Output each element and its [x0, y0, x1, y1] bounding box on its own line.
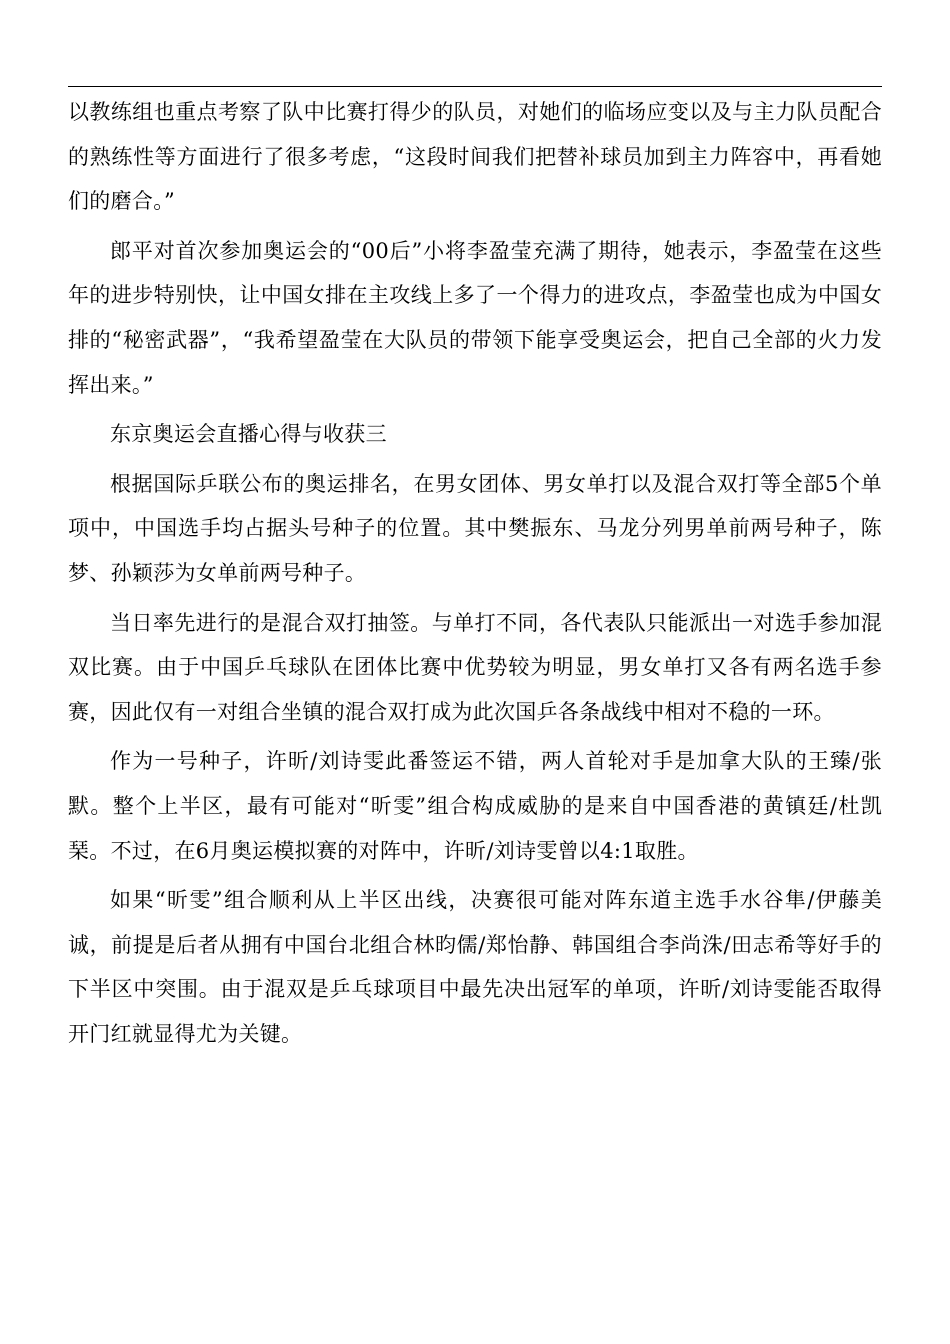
paragraph-continuation: 以教练组也重点考察了队中比赛打得少的队员，对她们的临场应变以及与主力队员配合的熟练性等方面进行了很多考虑，“这段时间我们把替补球员加到主力阵容中，再看她们的磨合。” — [68, 100, 882, 214]
header-rule — [68, 86, 882, 87]
paragraph-langping: 郎平对首次参加奥运会的“00后”小将李盈莹充满了期待，她表示，李盈莹在这些年的进步特别快，让中国女排在主攻线上多了一个得力的进攻点，李盈莹也成为中国女排的“秘密武器”，“我希望盈莹在大队员的带领下能享受奥运会，把自己全部的火力发挥出来。” — [68, 238, 882, 397]
paragraph-mixed-doubles-draw: 当日率先进行的是混合双打抽签。与单打不同，各代表队只能派出一对选手参加混双比赛。由于中国乒乓球队在团体比赛中优势较为明显，男女单打又各有两名选手参赛，因此仅有一对组合坐镇的混合双打成为此次国乒各条战线中相对不稳的一环。 — [68, 610, 882, 724]
paragraph-final-outlook: 如果“昕雯”组合顺利从上半区出线，决赛很可能对阵东道主选手水谷隼/伊藤美诚，前提是后者从拥有中国台北组合林昀儒/郑怡静、韩国组合李尚洙/田志希等好手的下半区中突围。由于混双是乒乓球项目中最先决出冠军的单项，许昕/刘诗雯能否取得开门红就显得尤为关键。 — [68, 888, 882, 1046]
section-heading: 东京奥运会直播心得与收获三 — [110, 422, 387, 447]
paragraph-top-seed: 作为一号种子，许昕/刘诗雯此番签运不错，两人首轮对手是加拿大队的王臻/张默。整个上半区，最有可能对“昕雯”组合构成威胁的是来自中国香港的黄镇廷/杜凯琹。不过，在6月奥运模拟赛的对阵中，许昕/刘诗雯曾以4:1取胜。 — [68, 749, 882, 863]
paragraph-rankings: 根据国际乒联公布的奥运排名，在男女团体、男女单打以及混合双打等全部5个单项中，中国选手均占据头号种子的位置。其中樊振东、马龙分列男单前两号种子，陈梦、孙颖莎为女单前两号种子。 — [68, 471, 882, 585]
document-body — [68, 90, 882, 1061]
